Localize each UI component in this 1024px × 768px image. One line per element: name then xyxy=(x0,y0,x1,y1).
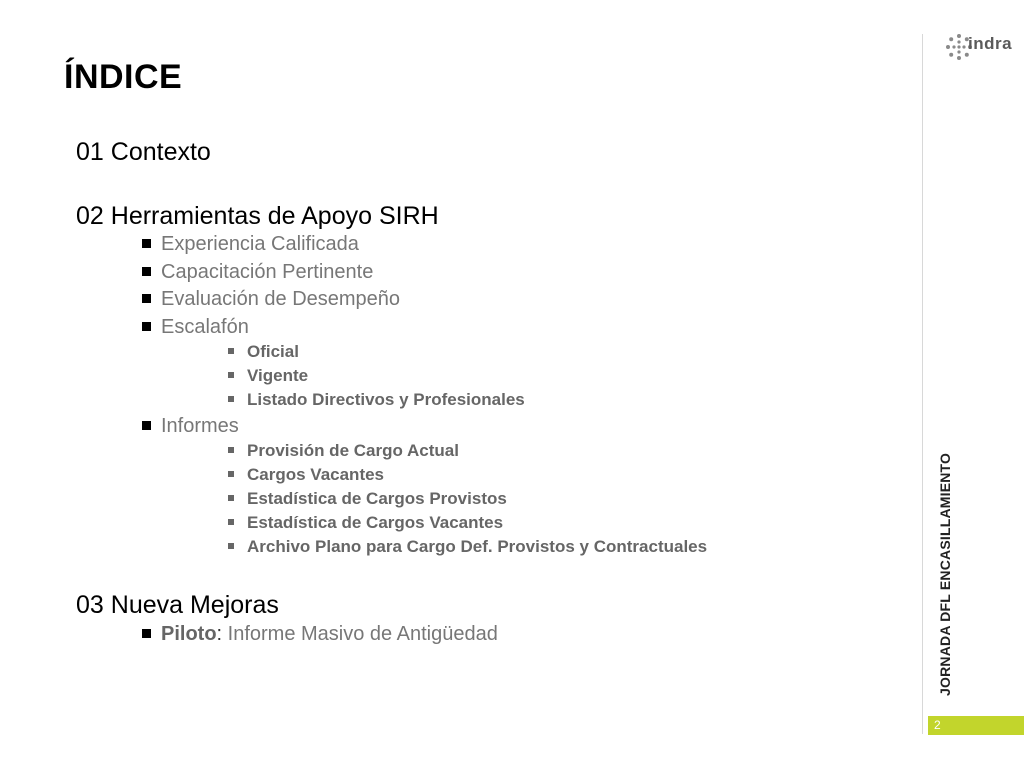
event-title-vertical: JORNADA DFL ENCASILLAMIENTO xyxy=(937,452,953,696)
list-item-evaluacion: Evaluación de Desempeño xyxy=(142,288,400,311)
section-02 xyxy=(76,202,439,231)
sub-item: Vigente xyxy=(228,366,308,386)
list-item-escalafon: Escalafón xyxy=(142,316,249,339)
square-bullet-icon xyxy=(228,396,234,402)
sub-item: Estadística de Cargos Vacantes xyxy=(228,513,503,533)
page-number-bar xyxy=(928,716,1024,735)
square-bullet-icon xyxy=(228,471,234,477)
brand-name: indra xyxy=(968,34,1013,53)
square-bullet-icon xyxy=(228,348,234,354)
sub-item: Provisión de Cargo Actual xyxy=(228,441,459,461)
list-item-informes: Informes xyxy=(142,415,239,438)
section-number: 03 xyxy=(76,591,104,619)
square-bullet-icon xyxy=(142,629,151,638)
page-number: 2 xyxy=(934,718,941,732)
sidebar-divider xyxy=(922,34,923,734)
sub-item: Estadística de Cargos Provistos xyxy=(228,489,507,509)
list-item-piloto: Piloto: Informe Masivo de Antigüedad xyxy=(142,623,498,646)
section-number: 01 xyxy=(76,138,104,166)
sub-item: Oficial xyxy=(228,342,299,362)
section-label: Nueva Mejoras xyxy=(110,591,279,619)
square-bullet-icon xyxy=(142,294,151,303)
square-bullet-icon xyxy=(228,447,234,453)
section-03 xyxy=(76,591,279,620)
square-bullet-icon xyxy=(228,519,234,525)
slide-title: ÍNDICE xyxy=(64,58,183,96)
square-bullet-icon xyxy=(142,322,151,331)
sub-item: Archivo Plano para Cargo Def. Provistos y Contractuales xyxy=(228,537,707,557)
sub-item: Listado Directivos y Profesionales xyxy=(228,390,525,410)
square-bullet-icon xyxy=(142,239,151,248)
section-01 xyxy=(76,138,211,167)
list-item-capacitacion: Capacitación Pertinente xyxy=(142,261,373,284)
square-bullet-icon xyxy=(142,267,151,276)
sub-item: Cargos Vacantes xyxy=(228,465,384,485)
square-bullet-icon xyxy=(142,421,151,430)
section-label: Herramientas de Apoyo SIRH xyxy=(110,202,439,230)
square-bullet-icon xyxy=(228,495,234,501)
square-bullet-icon xyxy=(228,372,234,378)
list-item-experiencia: Experiencia Calificada xyxy=(142,233,359,256)
section-number: 02 xyxy=(76,202,104,230)
square-bullet-icon xyxy=(228,543,234,549)
section-label: Contexto xyxy=(110,138,211,166)
